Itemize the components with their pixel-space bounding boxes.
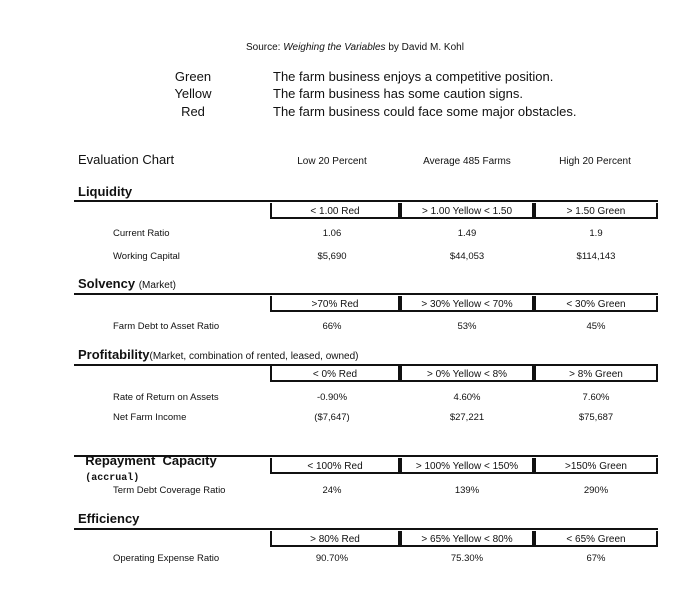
criteria-green: > 8% Green [534, 366, 658, 382]
row-label-current-ratio: Current Ratio [113, 228, 170, 239]
row-label-rate-of-return: Rate of Return on Assets [113, 392, 219, 403]
criteria-red: > 80% Red [270, 531, 400, 547]
value-high: 290% [583, 485, 609, 496]
criteria-red: < 100% Red [270, 458, 400, 474]
legend-yellow: Yellow [174, 86, 212, 101]
row-label-term-debt-coverage: Term Debt Coverage Ratio [113, 485, 226, 496]
evaluation-chart-title: Evaluation Chart [78, 152, 175, 167]
value-low: 1.06 [322, 228, 342, 239]
criteria-yellow: > 30% Yellow < 70% [400, 296, 534, 312]
legend-red: Red [181, 104, 205, 119]
value-average: $44,053 [449, 251, 485, 262]
section-rule [74, 455, 658, 457]
value-average: 75.30% [450, 553, 484, 564]
section-name: Solvency [78, 276, 136, 291]
row-label-farm-debt-to-asset: Farm Debt to Asset Ratio [113, 321, 220, 332]
section-name: Liquidity [78, 184, 133, 199]
criteria-green: >150% Green [534, 458, 658, 474]
column-high: High 20 Percent [559, 156, 631, 167]
row-label-working-capital: Working Capital [113, 251, 180, 262]
section-subtitle: (Market) [138, 280, 176, 291]
value-average: 4.60% [453, 392, 481, 403]
row-label-net-farm-income: Net Farm Income [113, 412, 187, 423]
value-average: $27,221 [449, 412, 485, 423]
section-efficiency [78, 511, 139, 526]
section-solvency [78, 276, 176, 291]
section-subtitle: (Market, combination of rented, leased, owned) [149, 351, 359, 362]
criteria-yellow: > 0% Yellow < 8% [400, 366, 534, 382]
section-name: Efficiency [78, 511, 140, 526]
criteria-yellow: > 1.00 Yellow < 1.50 [400, 203, 534, 219]
section-profitability [78, 347, 359, 362]
legend-green: Green [174, 69, 212, 84]
criteria-red: < 1.00 Red [270, 203, 400, 219]
column-low: Low 20 Percent [297, 156, 367, 167]
value-low: $5,690 [317, 251, 347, 262]
value-low: 66% [322, 321, 342, 332]
row-label-operating-expense: Operating Expense Ratio [113, 553, 220, 564]
value-low: 90.70% [315, 553, 349, 564]
value-average: 53% [457, 321, 477, 332]
section-name: Repayment Capacity [85, 453, 217, 468]
section-rule [74, 293, 658, 295]
value-low: ($7,647) [314, 412, 350, 423]
value-high: 1.9 [589, 228, 603, 239]
criteria-yellow: > 65% Yellow < 80% [400, 531, 534, 547]
column-average: Average 485 Farms [423, 156, 511, 167]
section-subtitle: (accrual) [85, 473, 140, 484]
criteria-green: < 65% Green [534, 531, 658, 547]
value-average: 139% [454, 485, 480, 496]
legend-green-desc: The farm business enjoys a competitive position. [273, 69, 554, 84]
section-liquidity [78, 184, 132, 199]
source-book-title: Weighing the Variables [283, 42, 386, 53]
value-average: 1.49 [457, 228, 477, 239]
value-low: 24% [322, 485, 342, 496]
source-line [246, 42, 464, 53]
criteria-red: < 0% Red [270, 366, 400, 382]
criteria-green: < 30% Green [534, 296, 658, 312]
section-rule [74, 528, 658, 530]
value-high: $114,143 [576, 251, 616, 262]
value-low: -0.90% [316, 392, 348, 403]
source-author: by David M. Kohl [388, 42, 464, 53]
section-name: Profitability [78, 347, 150, 362]
value-high: 67% [586, 553, 606, 564]
criteria-green: > 1.50 Green [534, 203, 658, 219]
legend-yellow-desc: The farm business has some caution signs. [273, 86, 524, 101]
value-high: 45% [586, 321, 606, 332]
legend-red-desc: The farm business could face some major obstacles. [273, 104, 577, 119]
section-rule [74, 200, 658, 202]
source-prefix: Source: [246, 42, 281, 53]
value-high: 7.60% [582, 392, 610, 403]
value-high: $75,687 [578, 412, 614, 423]
section-repayment-capacity [78, 438, 217, 484]
criteria-red: >70% Red [270, 296, 400, 312]
criteria-yellow: > 100% Yellow < 150% [400, 458, 534, 474]
